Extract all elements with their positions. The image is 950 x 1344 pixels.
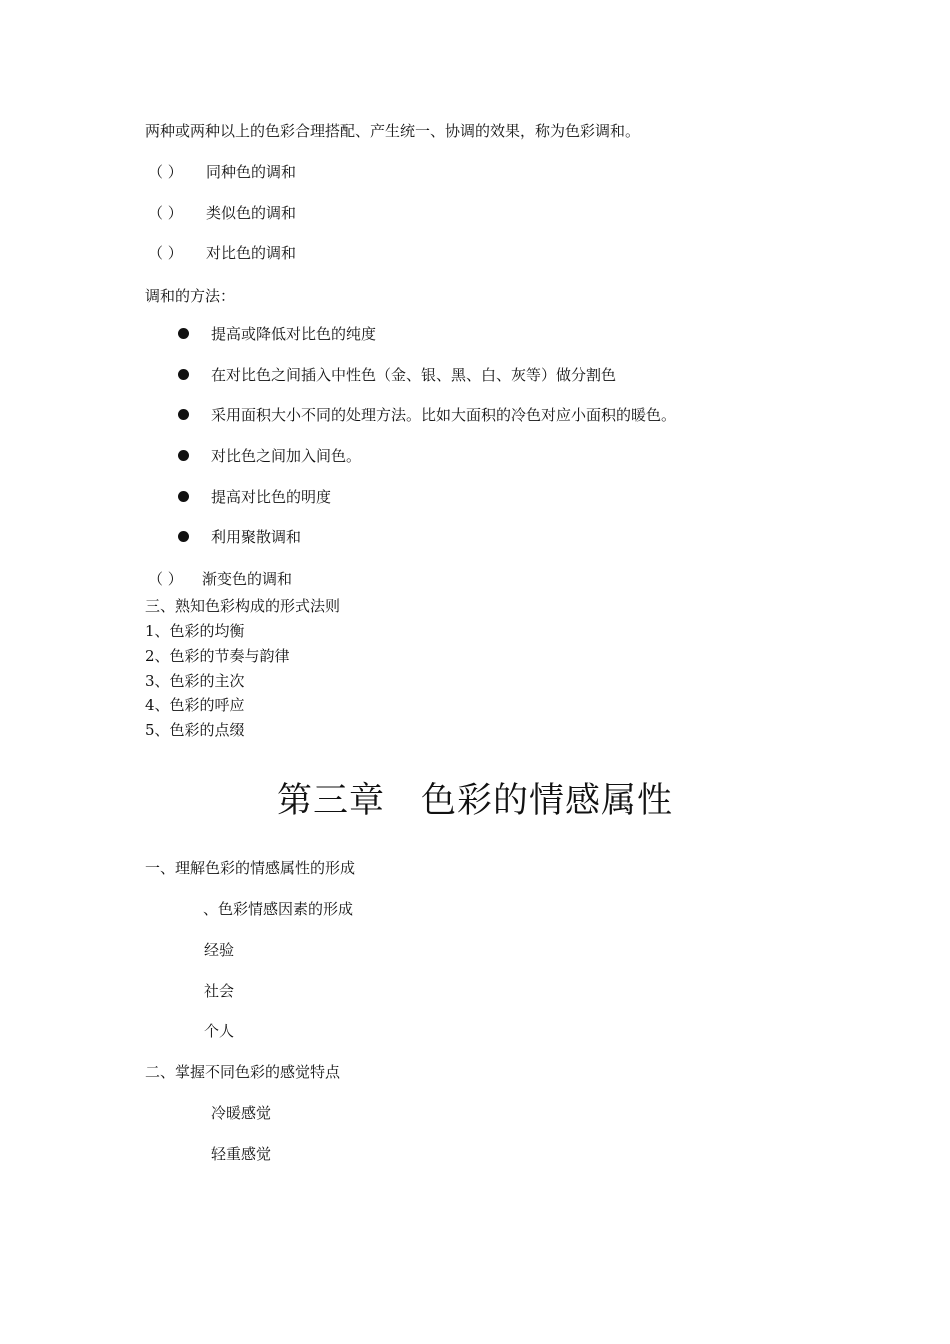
blank-parentheses: （ ） [148,570,183,588]
harmony-type-label: 对比色的调和 [206,244,297,262]
bullet-icon [178,369,189,380]
rule-item: 1、色彩的均衡 [145,622,245,640]
bullet-icon [178,491,189,502]
bullet-icon [178,409,189,420]
feeling-item: 轻重感觉 [211,1145,272,1163]
harmony-type-item [148,569,292,589]
intro-paragraph: 两种或两种以上的色彩合理搭配、产生统一、协调的效果，称为色彩调和。 [145,122,641,140]
method-item: 利用聚散调和 [211,528,302,546]
section-heading: 一、理解色彩的情感属性的形成 [145,859,356,877]
section-heading: 三、熟知色彩构成的形式法则 [145,597,341,615]
harmony-type-label: 渐变色的调和 [202,570,293,588]
blank-parentheses: （ ） [148,163,183,181]
harmony-type-item [148,243,296,263]
blank-parentheses: （ ） [148,204,183,222]
rule-item: 4、色彩的呼应 [145,696,245,714]
rule-item: 2、色彩的节奏与韵律 [145,647,290,665]
factor-item: 社会 [204,982,235,1000]
method-item: 提高对比色的明度 [211,488,332,506]
bullet-icon [178,531,189,542]
bullet-icon [178,450,189,461]
factor-item: 经验 [204,941,235,959]
method-item: 提高或降低对比色的纯度 [211,325,377,343]
method-item: 采用面积大小不同的处理方法。比如大面积的冷色对应小面积的暖色。 [211,406,677,424]
chapter-title: 第三章 色彩的情感属性 [276,781,673,821]
harmony-type-item [148,162,296,182]
harmony-type-item [148,203,296,223]
methods-title: 调和的方法： [145,287,236,305]
blank-parentheses: （ ） [148,244,183,262]
section-heading: 二、掌握不同色彩的感觉特点 [145,1063,341,1081]
harmony-type-label: 同种色的调和 [206,163,297,181]
method-item: 对比色之间加入间色。 [211,447,362,465]
factor-item: 个人 [204,1022,235,1040]
rule-item: 3、色彩的主次 [145,672,245,690]
rule-item: 5、色彩的点缀 [145,721,245,739]
feeling-item: 冷暖感觉 [211,1104,272,1122]
method-item: 在对比色之间插入中性色（金、银、黑、白、灰等）做分割色 [211,366,617,384]
bullet-icon [178,328,189,339]
subsection-heading: 、色彩情感因素的形成 [203,900,354,918]
harmony-type-label: 类似色的调和 [206,204,297,222]
